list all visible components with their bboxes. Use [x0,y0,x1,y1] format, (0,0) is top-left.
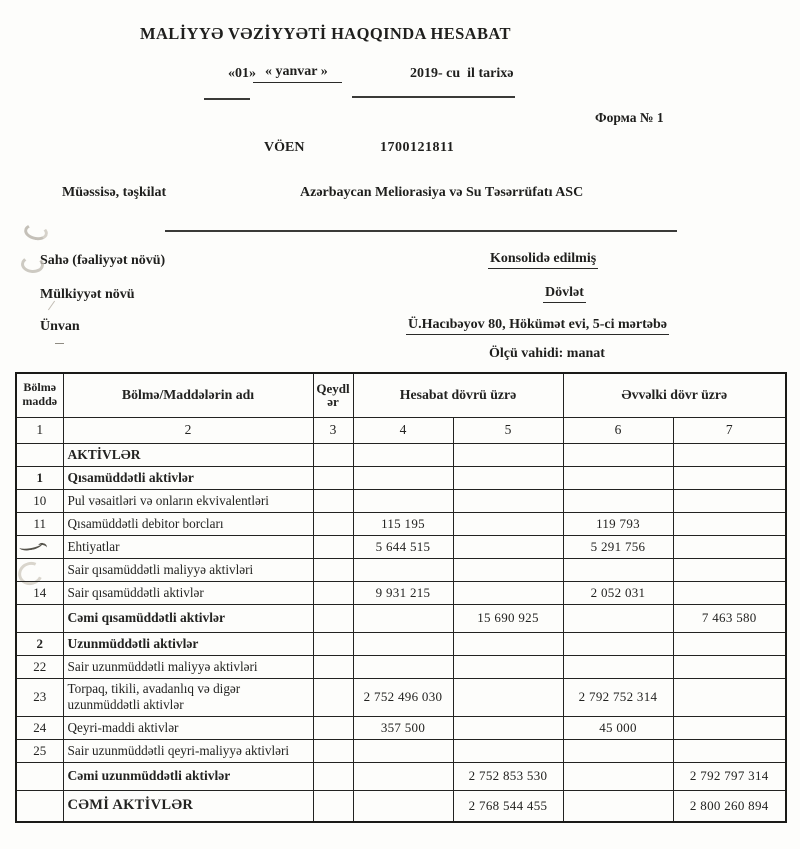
prior-period-amount: 119 793 [563,512,673,535]
report-period-amount: 9 931 215 [353,581,453,604]
row-note [313,604,353,632]
row-name: Sair qısamüddətli aktivlər [63,581,313,604]
prior-period-amount: 2 792 752 314 [563,678,673,716]
report-period-amount: 2 752 496 030 [353,678,453,716]
row-name: AKTİVLƏR [63,443,313,466]
prior-period-amount [563,790,673,822]
sector-label: Sahə (fəaliyyət növü) [40,253,166,268]
report-period-total [453,678,563,716]
report-period-total [453,489,563,512]
address-value: Ü.Hacıbəyov 80, Hökümət evi, 5-ci mərtəbə [406,317,669,335]
report-period-amount [353,739,453,762]
report-period-total [453,512,563,535]
prior-period-amount [563,632,673,655]
ownership-label: Mülkiyyət növü [40,287,135,302]
table-row [16,466,786,489]
prior-period-total [673,632,786,655]
prior-period-amount [563,443,673,466]
column-number: 3 [313,417,353,443]
table-row [16,489,786,512]
col-header-item-name: Bölmə/Maddələrin adı [63,373,313,417]
prior-period-amount [563,604,673,632]
report-period-total [453,558,563,581]
row-code: 24 [16,716,63,739]
row-code: 25 [16,739,63,762]
prior-period-total [673,535,786,558]
table-header-row [16,373,786,417]
prior-period-total [673,443,786,466]
voen-value: 1700121811 [380,140,455,155]
report-period-amount [353,558,453,581]
row-code: 23 [16,678,63,716]
col-header-prior-period: Əvvəlki dövr üzrə [563,373,786,417]
table-row [16,716,786,739]
row-note [313,535,353,558]
report-period-amount [353,762,453,790]
prior-period-total: 2 792 797 314 [673,762,786,790]
scan-artifact-mark [23,222,50,243]
row-name: Sair uzunmüddətli qeyri-maliyyə aktivləri [63,739,313,762]
col-header-notes: Qeydlər [313,373,353,417]
row-name: Qısamüddətli aktivlər [63,466,313,489]
column-number: 7 [673,417,786,443]
row-name: Ehtiyatlar [63,535,313,558]
row-note [313,512,353,535]
row-code [16,558,63,581]
prior-period-amount: 45 000 [563,716,673,739]
row-note [313,678,353,716]
blank-underline-short [204,88,250,100]
row-code [16,790,63,822]
row-note [313,489,353,512]
report-period-amount [353,655,453,678]
row-name: Pul vəsaitləri və onların ekvivalentləri [63,489,313,512]
document-title: MALİYYƏ VƏZİYYƏTİ HAQQINDA HESABAT [140,24,511,43]
measurement-unit-note: Ölçü vahidi: manat [489,346,605,361]
table-row [16,739,786,762]
table-row [16,535,786,558]
row-code [16,535,63,558]
address-label: Ünvan [40,319,80,334]
prior-period-total [673,678,786,716]
row-name: CƏMİ AKTİVLƏR [63,790,313,822]
prior-period-total: 2 800 260 894 [673,790,786,822]
column-number: 5 [453,417,563,443]
table-row [16,558,786,581]
row-code [16,443,63,466]
scan-artifact-mark [55,343,64,344]
row-code: 1 [16,466,63,489]
report-period-total [453,581,563,604]
row-note [313,762,353,790]
report-period-total: 2 752 853 530 [453,762,563,790]
prior-period-amount [563,762,673,790]
column-number: 6 [563,417,673,443]
row-note [313,716,353,739]
row-note [313,558,353,581]
report-period-total [453,632,563,655]
table-row [16,655,786,678]
voen-label: VÖEN [264,140,305,155]
prior-period-amount [563,466,673,489]
row-code: 14 [16,581,63,604]
column-number: 2 [63,417,313,443]
row-name: Uzunmüddətli aktivlər [63,632,313,655]
form-number: Форма № 1 [595,110,664,125]
prior-period-amount [563,558,673,581]
table-row [16,790,786,822]
row-code: 2 [16,632,63,655]
col-header-report-period: Hesabat dövrü üzrə [353,373,563,417]
row-name: Qısamüddətli debitor borcları [63,512,313,535]
table-row [16,443,786,466]
sector-value: Konsolidə edilmiş [488,251,598,269]
report-period-amount [353,443,453,466]
report-period-total [453,443,563,466]
column-number-row [16,417,786,443]
organization-underline [165,220,677,232]
table-row [16,581,786,604]
row-code [16,762,63,790]
prior-period-total: 7 463 580 [673,604,786,632]
report-period-amount: 357 500 [353,716,453,739]
report-period-total [453,466,563,489]
report-period-total [453,739,563,762]
prior-period-total [673,655,786,678]
row-note [313,581,353,604]
blank-underline-long [352,86,515,98]
prior-period-total [673,466,786,489]
column-number: 1 [16,417,63,443]
report-period-amount: 115 195 [353,512,453,535]
row-note [313,655,353,678]
row-code: 22 [16,655,63,678]
table-row [16,512,786,535]
table-row [16,604,786,632]
prior-period-total [673,581,786,604]
prior-period-amount: 2 052 031 [563,581,673,604]
report-period-amount [353,604,453,632]
row-code: 10 [16,489,63,512]
row-name: Cəmi qısamüddətli aktivlər [63,604,313,632]
report-period-amount: 5 644 515 [353,535,453,558]
report-period-total [453,655,563,678]
prior-period-total [673,716,786,739]
report-period-amount [353,466,453,489]
balance-sheet-table [15,372,787,823]
row-name: Sair uzunmüddətli maliyyə aktivləri [63,655,313,678]
row-note [313,632,353,655]
prior-period-total [673,512,786,535]
table-row [16,762,786,790]
prior-period-amount: 5 291 756 [563,535,673,558]
prior-period-amount [563,739,673,762]
prior-period-total [673,739,786,762]
prior-period-total [673,489,786,512]
prior-period-amount [563,489,673,512]
date-day: «01» [228,66,256,81]
column-number: 4 [353,417,453,443]
date-month: « yanvar » [253,64,342,83]
date-year-text: 2019- cu il tarixə [410,66,514,81]
row-name: Qeyri-maddi aktivlər [63,716,313,739]
organization-value: Azərbaycan Meliorasiya və Su Təsərrüfatı ASC [300,185,584,200]
prior-period-total [673,558,786,581]
row-name: Cəmi uzunmüddətli aktivlər [63,762,313,790]
row-name: Sair qısamüddətli maliyyə aktivləri [63,558,313,581]
row-note [313,739,353,762]
table-row [16,632,786,655]
row-name: Torpaq, tikili, avadanlıq və digər uzunmüddətli aktivlər [63,678,313,716]
table-row [16,678,786,716]
report-period-amount [353,790,453,822]
row-note [313,443,353,466]
row-code: 11 [16,512,63,535]
report-period-total [453,535,563,558]
col-header-section-code: Bölmə maddə [16,373,63,417]
row-code [16,604,63,632]
row-note [313,790,353,822]
report-period-total: 2 768 544 455 [453,790,563,822]
ownership-value: Dövlət [543,285,586,303]
report-period-amount [353,632,453,655]
organization-label: Müəssisə, təşkilat [62,185,167,200]
report-period-amount [353,489,453,512]
prior-period-amount [563,655,673,678]
report-period-total: 15 690 925 [453,604,563,632]
report-table-body [16,443,786,822]
report-period-total [453,716,563,739]
row-note [313,466,353,489]
